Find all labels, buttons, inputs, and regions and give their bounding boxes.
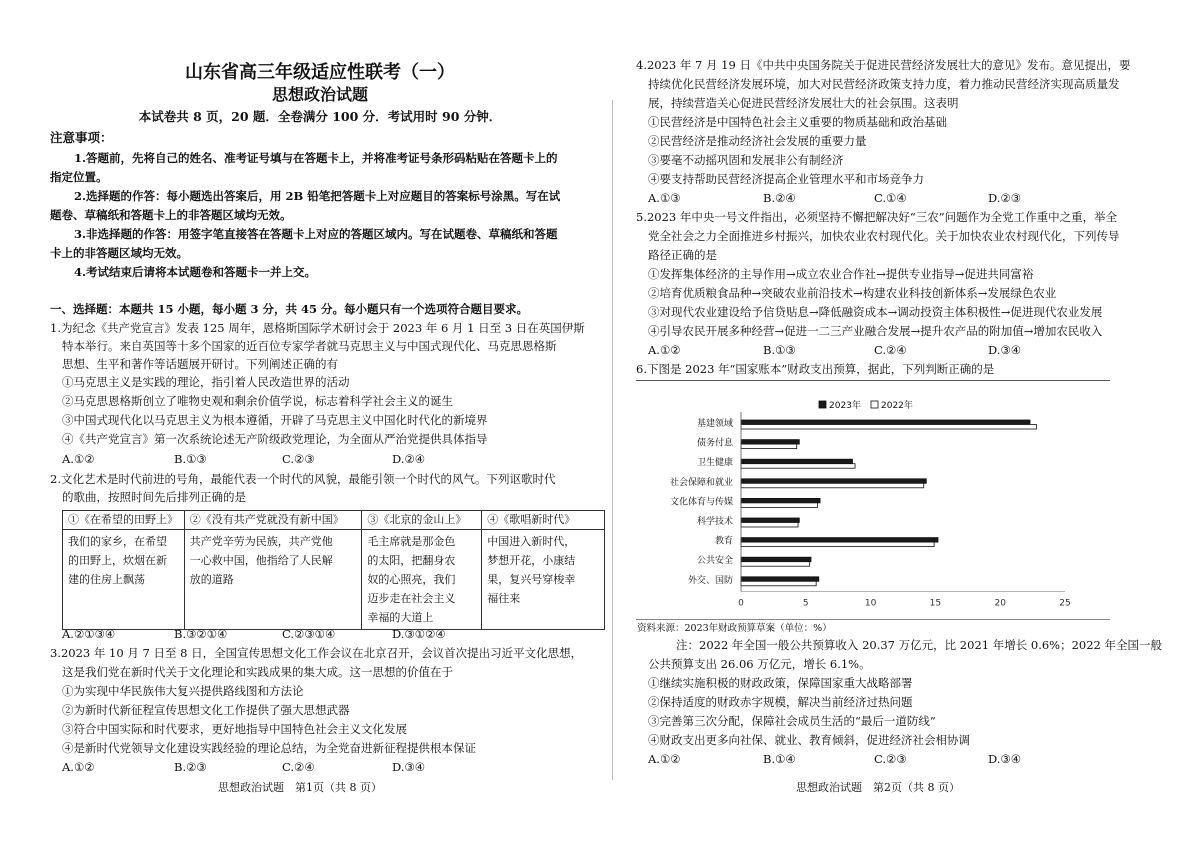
category-label: 教育 [714, 536, 733, 547]
q5-item: ④引导农民开展多种经营→促进一二三产业融合发展→提升农产品的附加值→增加农民收入 [648, 324, 1103, 338]
bar-2023 [741, 538, 938, 543]
q3-item: ①为实现中华民族伟大复兴提供路线图和方法论 [62, 684, 304, 698]
lyric-line: 果，复兴号穿梭幸 [487, 573, 576, 586]
x-tick-label: 25 [1059, 598, 1071, 609]
exam-title: 山东省高三年级适应性联考（一） [185, 62, 455, 83]
notice-line: 1.答题前，先将自己的姓名、准考证号填与在答题卡上，并将准考证号条形码粘贴在答题卡上的 [74, 151, 558, 165]
category-label: 债务付息 [696, 438, 733, 449]
lyric-line: 幸福的大道上 [367, 611, 434, 624]
option-d[interactable]: D.③①②④ [392, 627, 446, 641]
q5-item: ③对现代农业建设给予信贷贴息→降低融资成本→调动投资主体积极性→促进现代农业发展 [648, 305, 1103, 319]
option-d[interactable]: D.②④ [392, 452, 426, 466]
bar-2023 [741, 557, 811, 562]
bar-2022 [741, 483, 924, 488]
option-a[interactable]: A.①② [62, 452, 95, 466]
lyric-line: 的田野上，炊烟在新 [68, 554, 167, 567]
category-label: 公共安全 [696, 556, 733, 567]
q5-item: ②培育优质粮食品种→突破农业前沿技术→构建农业科技创新体系→发展绿色农业 [648, 286, 1057, 300]
chart-legend [819, 399, 913, 411]
lyric-line: 的太阳，把翻身农 [367, 554, 456, 567]
legend-label: 2022年 [881, 401, 913, 411]
q5-stem: 党全社会之力全面推进乡村振兴，加快农业农村现代化。关于加快农业农村现代化，下列传导 [648, 229, 1120, 243]
notice-line: 指定位置。 [50, 170, 108, 184]
song-header: ③《北京的金山上》 [362, 511, 482, 530]
chart-source: 资料来源：2023年财政预算草案（单位：%） [637, 623, 832, 634]
bar-2023 [741, 518, 799, 523]
lyric-line: 中国进入新时代， [487, 535, 576, 548]
q3-stem: 3.2023 年 10 月 7 日至 8 日，全国宣传思想文化工作会议在北京召开，会议首次提出习近平文化思想， [50, 646, 583, 660]
song-header: ①《在希望的田野上》 [63, 511, 185, 530]
option-c[interactable]: C.②④ [874, 343, 907, 357]
option-d[interactable]: D.③④ [988, 752, 1022, 766]
song-lyrics [362, 530, 482, 630]
option-c[interactable]: C.②③ [282, 452, 315, 466]
x-tick-label: 10 [864, 598, 877, 609]
legend-label: 2023年 [829, 401, 861, 411]
option-b[interactable]: B.③②①④ [174, 627, 228, 641]
q5-stem: 5.2023 年中央一号文件指出，必须坚持不懈把解决好“三农”问题作为全党工作重中之重，举全 [636, 210, 1118, 224]
option-b[interactable]: B.①④ [763, 752, 796, 766]
category-label: 科学技术 [696, 517, 733, 527]
bar-2022 [741, 503, 817, 508]
q4-item: ③要毫不动摇巩固和发展非公有制经济 [648, 153, 844, 167]
chart-bottom-rule [636, 619, 1110, 620]
option-a[interactable]: A.①② [648, 752, 681, 766]
bar-2023 [741, 479, 926, 484]
q1-item: ④《共产党宣言》第一次系统论述无产阶级政党理论，为全面从严治党提供具体指导 [62, 432, 488, 446]
notice-title: 注意事项： [50, 130, 113, 145]
option-c[interactable]: C.②③ [874, 752, 907, 766]
lyric-line: 梦想开花，小康结 [487, 554, 576, 567]
q6-item: ①继续实施积极的财政政策，保障国家重大战略部署 [648, 676, 913, 690]
q2-stem: 2.文化艺术是时代前进的号角，最能代表一个时代的风貌，最能引领一个时代的风气。下列讴歌时代 [50, 472, 556, 486]
bar-2023 [741, 498, 820, 503]
x-tick-label: 5 [802, 598, 809, 609]
category-label: 卫生健康 [696, 458, 733, 469]
song-lyrics [184, 530, 362, 630]
bar-2023 [741, 440, 799, 445]
q1-stem: 特本举行。来自英国等十多个国家的近百位专家学者就马克思主义与中国式现代化、马克思恩格斯 [62, 339, 557, 353]
option-d[interactable]: D.③④ [988, 343, 1022, 357]
option-a[interactable]: A.①③ [648, 191, 681, 205]
bar-group [741, 420, 1036, 586]
notice-line: 2.选择题的作答：每小题选出答案后，用 2B 铅笔把答题卡上对应题目的答案标号涂黑。写在试 [74, 189, 561, 203]
lyric-line: 放的道路 [189, 573, 234, 586]
x-tick-label: 15 [929, 598, 942, 609]
option-d[interactable]: D.②③ [988, 191, 1022, 205]
category-label: 文化体育与传媒 [669, 497, 733, 508]
q3-item: ③符合中国实际和时代要求，更好地指导中国特色社会主义文化发展 [62, 722, 407, 736]
option-b[interactable]: B.①③ [174, 452, 207, 466]
option-c[interactable]: C.①④ [874, 191, 907, 205]
q6-stem: 6.下图是 2023 年“国家账本”财政支出预算，据此，下列判断正确的是 [636, 362, 995, 376]
bar-2022 [741, 425, 1036, 430]
bar-2022 [741, 464, 855, 469]
q1-item: ①马克思主义是实践的理论，指引着人民改造世界的活动 [62, 375, 350, 389]
q3-stem: 这是我们党在新时代关于文化理论和实践成果的集大成。这一思想的价值在于 [62, 665, 453, 679]
q1-stem: 思想、生平和著作等话题展开研讨。下列阐述正确的有 [62, 357, 338, 371]
notice-line: 卡上的非答题区域均无效。 [50, 246, 188, 260]
x-tick-label: 0 [738, 598, 744, 609]
lyric-line: 奴的心照亮，我们 [367, 573, 456, 586]
q6-item: ②保持适度的财政赤字规模，解决当前经济过热问题 [648, 695, 913, 709]
option-b[interactable]: B.②④ [763, 191, 796, 205]
bar-2023 [741, 459, 852, 464]
lyric-line: 一心救中国，他指给了人民解 [189, 554, 333, 567]
chart-top-rule [636, 380, 1110, 381]
notice-line: 4.考试结束后请将本试题卷和答题卡一并上交。 [74, 265, 317, 279]
category-label: 基建领域 [696, 419, 733, 429]
x-tick-label: 20 [994, 598, 1006, 609]
bar-2022 [741, 581, 816, 586]
option-c[interactable]: C.②③①④ [282, 627, 336, 641]
q2-stem: 的歌曲，按照时间先后排列正确的是 [62, 490, 246, 504]
q4-item: ①民营经济是中国特色社会主义重要的物质基础和政治基础 [648, 115, 947, 129]
budget-bar-chart [636, 390, 1110, 620]
category-labels [670, 417, 734, 586]
q4-item: ②民营经济是推动经济社会发展的重要力量 [648, 134, 867, 148]
bar-2022 [741, 523, 798, 528]
page-footer: 思想政治试题 第1页（共 8 页） [218, 781, 382, 794]
q4-stem: 持续优化民营经济发展环境，加大对民营经济政策支持力度，着力推动民营经济实现高质量发 [648, 77, 1120, 91]
option-a[interactable]: A.①② [648, 343, 681, 357]
exam-info: 本试卷共 8 页，20 题．全卷满分 100 分．考试用时 90 分钟． [138, 109, 502, 124]
song-header: ②《没有共产党就没有新中国》 [184, 511, 362, 530]
section-heading: 一、选择题：本题共 15 小题，每小题 3 分，共 45 分。每小题只有一个选项符合题目要求。 [50, 302, 529, 316]
lyric-line: 建的住房上飘荡 [68, 573, 145, 586]
q6-note: 注：2022 年全国一般公共预算收入 20.37 万亿元，比 2021 年增长 0.6%；2022 年全国一般 [676, 638, 1163, 652]
option-b[interactable]: B.①③ [763, 343, 796, 357]
option-b[interactable]: B.②③ [174, 760, 207, 774]
bar-2022 [741, 542, 934, 547]
q1-item: ③中国式现代化以马克思主义为根本遵循，开辟了马克思主义中国化时代化的新境界 [62, 413, 488, 427]
q6-note: 公共预算支出 26.06 万亿元，增长 6.1%。 [648, 657, 871, 671]
bar-2023 [741, 577, 819, 582]
lyric-line: 我们的家乡，在希望 [68, 535, 167, 548]
song-header: ④《歌唱新时代》 [482, 511, 605, 530]
songs-table [62, 510, 605, 630]
song-lyrics [482, 530, 605, 630]
option-c[interactable]: C.②④ [282, 760, 315, 774]
lyric-line: 共产党辛劳为民族，共产党他 [189, 535, 333, 548]
exam-subtitle: 思想政治试题 [271, 85, 368, 104]
q6-item: ③完善第三次分配，保障社会成员生活的“最后一道防线” [648, 714, 936, 728]
q6-item: ④财政支出更多向社保、就业、教育倾斜，促进经济社会相协调 [648, 733, 970, 747]
lyric-line: 迈步走在社会主义 [367, 592, 456, 605]
song-lyrics [63, 530, 185, 630]
lyric-line: 毛主席就是那金色 [367, 535, 456, 548]
q5-stem: 路径正确的是 [648, 248, 717, 262]
option-d[interactable]: D.③④ [392, 760, 426, 774]
lyric-line: 福往来 [487, 592, 521, 605]
bar-2023 [741, 420, 1030, 425]
option-a[interactable]: A.②①③④ [62, 627, 116, 641]
notice-line: 题卷、草稿纸和答题卡上的非答题区域均无效。 [50, 208, 292, 222]
bar-2022 [741, 562, 810, 567]
legend-swatch [819, 401, 826, 408]
q1-stem: 1.为纪念《共产党宣言》发表 125 周年，恩格斯国际学术研讨会于 2023 年 6 月 1 日至 3 日在英国伊斯 [50, 321, 585, 335]
q1-item: ②马克思恩格斯创立了唯物史观和剩余价值学说，标志着科学社会主义的诞生 [62, 394, 453, 408]
q5-item: ①发挥集体经济的主导作用→成立农业合作社→提供专业指导→促进共同富裕 [648, 267, 1034, 281]
option-a[interactable]: A.①② [62, 760, 95, 774]
bar-2022 [741, 444, 797, 449]
legend-swatch [871, 401, 878, 408]
q3-item: ②为新时代新征程宣传思想文化工作提供了强大思想武器 [62, 703, 350, 717]
category-label: 社会保障和就业 [669, 477, 733, 488]
q4-stem: 展，持续营造关心促进民营经济发展壮大的社会氛围。这表明 [648, 96, 959, 110]
notice-line: 3.非选择题的作答：用签字笔直接答在答题卡上对应的答题区域内。写在试题卷、草稿纸和答题 [74, 227, 558, 241]
page-footer: 思想政治试题 第2页（共 8 页） [796, 781, 960, 794]
category-label: 外交、国防 [687, 575, 733, 586]
q4-item: ④要支持帮助民营经济提高企业管理水平和市场竞争力 [648, 172, 924, 186]
q3-item: ④是新时代党领导文化建设实践经验的理论总结，为全党奋进新征程提供根本保证 [62, 741, 476, 755]
q4-stem: 4.2023 年 7 月 19 日《中共中央国务院关于促进民营经济发展壮大的意见》发布。意见提出，要 [636, 58, 1131, 72]
